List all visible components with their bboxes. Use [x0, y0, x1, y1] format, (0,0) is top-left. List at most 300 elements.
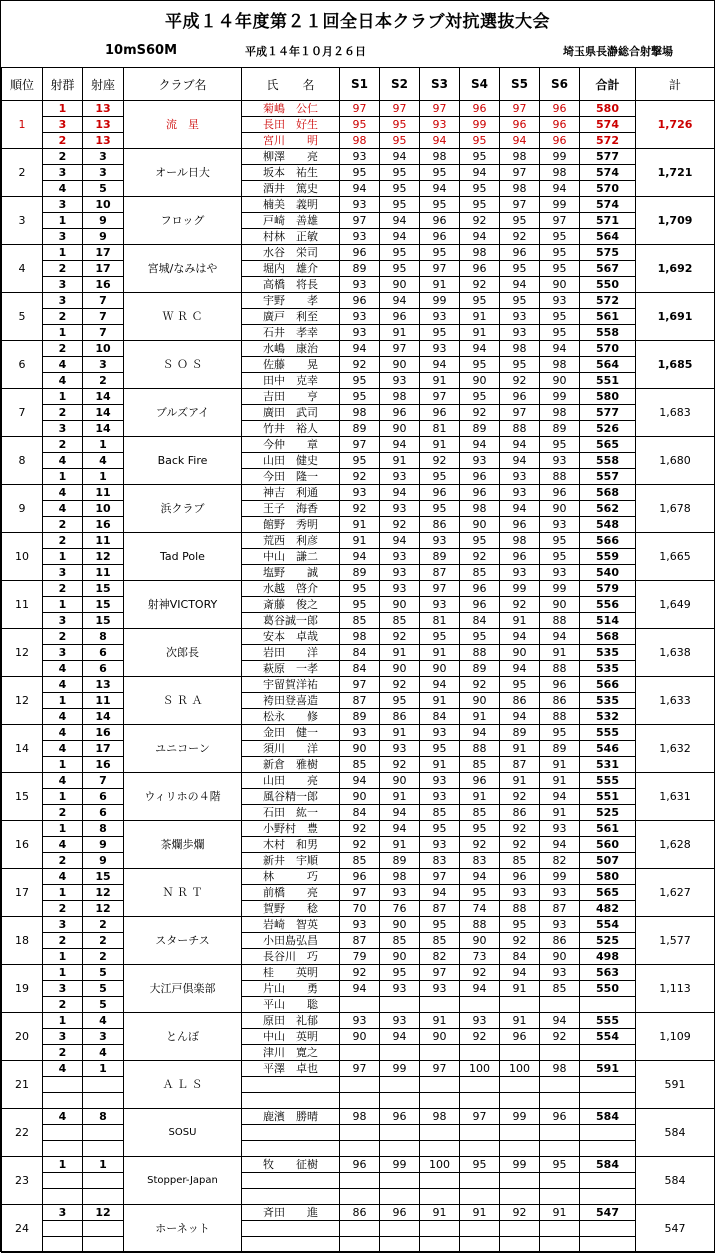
table-row [2, 293, 715, 309]
series-score-cell [380, 1077, 420, 1093]
series-score-cell: 86 [500, 805, 540, 821]
series-score-cell: 95 [540, 533, 580, 549]
subtotal-cell: 558 [580, 325, 636, 341]
position-cell: 13 [83, 117, 124, 133]
table-row [2, 1205, 715, 1221]
series-score-cell: 90 [540, 597, 580, 613]
table-row [2, 597, 715, 613]
series-score-cell: 97 [420, 1061, 460, 1077]
series-score-cell: 94 [540, 341, 580, 357]
rank-cell: 2 [2, 149, 43, 197]
series-score-cell: 93 [540, 917, 580, 933]
group-cell: 3 [43, 229, 83, 245]
series-score-cell: 94 [500, 437, 540, 453]
series-score-cell: 95 [420, 245, 460, 261]
series-score-cell: 94 [340, 549, 380, 565]
series-score-cell: 97 [340, 1061, 380, 1077]
series-score-cell: 96 [380, 405, 420, 421]
series-score-cell: 94 [460, 869, 500, 885]
rank-cell: 12 [2, 677, 43, 725]
series-score-cell: 93 [380, 469, 420, 485]
series-score-cell [340, 1045, 380, 1061]
series-score-cell: 96 [420, 485, 460, 501]
series-score-cell: 93 [420, 341, 460, 357]
table-row [2, 197, 715, 213]
table-row [2, 885, 715, 901]
series-score-cell: 94 [460, 341, 500, 357]
group-cell: 1 [43, 213, 83, 229]
header-name: 氏 名 [242, 68, 340, 101]
subtotal-cell: 580 [580, 869, 636, 885]
series-score-cell: 94 [420, 677, 460, 693]
series-score-cell: 93 [340, 149, 380, 165]
table-row [2, 981, 715, 997]
subtotal-cell [580, 1173, 636, 1189]
series-score-cell: 92 [460, 837, 500, 853]
shooter-name-cell: 水嶋 康治 [242, 341, 340, 357]
subtotal-cell: 574 [580, 117, 636, 133]
series-score-cell: 76 [380, 901, 420, 917]
subtotal-cell: 567 [580, 261, 636, 277]
series-score-cell: 95 [500, 357, 540, 373]
subtotal-cell: 555 [580, 725, 636, 741]
series-score-cell: 92 [500, 933, 540, 949]
series-score-cell [460, 1189, 500, 1205]
shooter-name-cell: 松永 修 [242, 709, 340, 725]
series-score-cell: 90 [380, 773, 420, 789]
shooter-name-cell: 宇留賀洋祐 [242, 677, 340, 693]
table-row [2, 1077, 715, 1093]
position-cell: 12 [83, 1205, 124, 1221]
group-cell: 3 [43, 165, 83, 181]
group-cell: 1 [43, 757, 83, 773]
group-cell: 2 [43, 533, 83, 549]
series-score-cell: 93 [540, 517, 580, 533]
series-score-cell [540, 1141, 580, 1157]
series-score-cell: 85 [380, 613, 420, 629]
series-score-cell: 91 [500, 1013, 540, 1029]
series-score-cell: 93 [380, 549, 420, 565]
series-score-cell: 96 [460, 581, 500, 597]
series-score-cell: 94 [500, 133, 540, 149]
subtotal-cell [580, 1237, 636, 1253]
series-score-cell: 97 [420, 261, 460, 277]
position-cell: 14 [83, 405, 124, 421]
series-score-cell: 97 [420, 965, 460, 981]
header-group: 射群 [43, 68, 83, 101]
subtotal-cell [580, 1045, 636, 1061]
series-score-cell: 90 [380, 917, 420, 933]
series-score-cell: 96 [460, 469, 500, 485]
series-score-cell: 96 [340, 245, 380, 261]
team-total-cell: 584 [636, 1157, 715, 1205]
subtotal-cell: 574 [580, 197, 636, 213]
series-score-cell: 90 [340, 1029, 380, 1045]
series-score-cell: 91 [420, 373, 460, 389]
series-score-cell: 89 [540, 741, 580, 757]
series-score-cell: 91 [340, 533, 380, 549]
group-cell: 4 [43, 773, 83, 789]
group-cell: 1 [43, 885, 83, 901]
series-score-cell [420, 1045, 460, 1061]
series-score-cell: 97 [420, 101, 460, 117]
series-score-cell: 91 [420, 1013, 460, 1029]
shooter-name-cell: 小田島弘昌 [242, 933, 340, 949]
group-cell: 3 [43, 293, 83, 309]
series-score-cell [540, 1093, 580, 1109]
series-score-cell: 94 [540, 629, 580, 645]
position-cell: 4 [83, 453, 124, 469]
table-row [2, 789, 715, 805]
series-score-cell: 99 [540, 581, 580, 597]
series-score-cell: 95 [340, 389, 380, 405]
club-name-cell: 次郎長 [124, 629, 242, 677]
rank-cell: 16 [2, 821, 43, 869]
series-score-cell: 99 [380, 1061, 420, 1077]
series-score-cell: 97 [380, 341, 420, 357]
subtotal-cell: 555 [580, 773, 636, 789]
shooter-name-cell [242, 1125, 340, 1141]
group-cell: 2 [43, 437, 83, 453]
series-score-cell: 98 [500, 181, 540, 197]
group-cell: 4 [43, 485, 83, 501]
series-score-cell: 99 [460, 117, 500, 133]
series-score-cell: 90 [380, 357, 420, 373]
series-score-cell [540, 1173, 580, 1189]
series-score-cell: 94 [380, 533, 420, 549]
subtotal-cell: 580 [580, 101, 636, 117]
series-score-cell: 92 [380, 757, 420, 773]
series-score-cell [540, 1189, 580, 1205]
subtotal-cell: 579 [580, 581, 636, 597]
group-cell: 1 [43, 101, 83, 117]
team-total-cell: 1,685 [636, 341, 715, 389]
group-cell: 4 [43, 1061, 83, 1077]
subtotal-cell [580, 997, 636, 1013]
series-score-cell [540, 1045, 580, 1061]
table-row [2, 613, 715, 629]
position-cell: 13 [83, 133, 124, 149]
group-cell: 1 [43, 597, 83, 613]
series-score-cell: 99 [540, 869, 580, 885]
series-score-cell: 96 [460, 773, 500, 789]
position-cell: 16 [83, 725, 124, 741]
club-name-cell: ユニコーン [124, 725, 242, 773]
series-score-cell: 95 [380, 165, 420, 181]
group-cell: 4 [43, 453, 83, 469]
series-score-cell: 98 [500, 533, 540, 549]
table-row [2, 421, 715, 437]
shooter-name-cell: 平澤 卓也 [242, 1061, 340, 1077]
table-row [2, 213, 715, 229]
rank-cell: 1 [2, 101, 43, 149]
table-row [2, 149, 715, 165]
group-cell: 4 [43, 373, 83, 389]
position-cell: 2 [83, 917, 124, 933]
group-cell [43, 1141, 83, 1157]
rank-cell: 12 [2, 629, 43, 677]
shooter-name-cell: 石田 紘一 [242, 805, 340, 821]
group-cell: 1 [43, 965, 83, 981]
club-name-cell: Ｗ Ｒ Ｃ [124, 293, 242, 341]
series-score-cell: 95 [420, 501, 460, 517]
club-name-cell: スターチス [124, 917, 242, 965]
club-name-cell: フロッグ [124, 197, 242, 245]
series-score-cell: 93 [460, 453, 500, 469]
series-score-cell [420, 1141, 460, 1157]
table-row [2, 437, 715, 453]
group-cell: 3 [43, 197, 83, 213]
series-score-cell: 84 [340, 805, 380, 821]
team-total-cell: 1,678 [636, 485, 715, 533]
shooter-name-cell: 林 巧 [242, 869, 340, 885]
shooter-name-cell: 葛谷誠一郎 [242, 613, 340, 629]
position-cell: 13 [83, 677, 124, 693]
team-total-cell: 1,709 [636, 197, 715, 245]
header-club: クラブ名 [124, 68, 242, 101]
series-score-cell: 86 [540, 933, 580, 949]
series-score-cell: 98 [540, 1061, 580, 1077]
series-score-cell: 95 [420, 469, 460, 485]
team-total-cell: 1,628 [636, 821, 715, 869]
table-row [2, 581, 715, 597]
series-score-cell: 89 [500, 725, 540, 741]
shooter-name-cell: 楠美 義明 [242, 197, 340, 213]
position-cell [83, 1189, 124, 1205]
shooter-name-cell: 山田 亮 [242, 773, 340, 789]
series-score-cell: 96 [500, 389, 540, 405]
position-cell: 12 [83, 549, 124, 565]
series-score-cell: 95 [460, 821, 500, 837]
shooter-name-cell: 坂本 祐生 [242, 165, 340, 181]
series-score-cell: 99 [500, 581, 540, 597]
shooter-name-cell: 風谷精一郎 [242, 789, 340, 805]
series-score-cell: 98 [340, 1109, 380, 1125]
shooter-name-cell: 廣田 武司 [242, 405, 340, 421]
rank-cell: 24 [2, 1205, 43, 1253]
group-cell: 4 [43, 661, 83, 677]
series-score-cell: 86 [540, 693, 580, 709]
group-cell: 1 [43, 949, 83, 965]
series-score-cell: 85 [500, 853, 540, 869]
subtotal-cell: 547 [580, 1205, 636, 1221]
series-score-cell [340, 1221, 380, 1237]
header-s3: S3 [420, 68, 460, 101]
series-score-cell: 87 [500, 757, 540, 773]
group-cell: 2 [43, 309, 83, 325]
series-score-cell: 91 [380, 325, 420, 341]
series-score-cell: 92 [500, 373, 540, 389]
table-row [2, 933, 715, 949]
header-s4: S4 [460, 68, 500, 101]
team-total-cell: 1,638 [636, 629, 715, 677]
series-score-cell: 94 [460, 981, 500, 997]
rank-cell: 4 [2, 245, 43, 293]
shooter-name-cell: 斎藤 俊之 [242, 597, 340, 613]
results-table [1, 67, 715, 1253]
position-cell: 6 [83, 805, 124, 821]
series-score-cell: 95 [380, 965, 420, 981]
subtotal-cell: 584 [580, 1157, 636, 1173]
shooter-name-cell: 戸崎 善雄 [242, 213, 340, 229]
shooter-name-cell [242, 1221, 340, 1237]
series-score-cell: 95 [540, 549, 580, 565]
series-score-cell: 93 [380, 581, 420, 597]
team-total-cell: 1,726 [636, 101, 715, 149]
subtotal-cell: 498 [580, 949, 636, 965]
rank-cell: 11 [2, 581, 43, 629]
series-score-cell: 93 [500, 885, 540, 901]
table-row [2, 805, 715, 821]
club-name-cell: Ｎ Ｒ Ｔ [124, 869, 242, 917]
series-score-cell: 94 [380, 437, 420, 453]
position-cell: 14 [83, 421, 124, 437]
table-row [2, 837, 715, 853]
series-score-cell: 98 [460, 501, 500, 517]
team-total-cell: 1,633 [636, 677, 715, 725]
table-row [2, 133, 715, 149]
group-cell: 3 [43, 613, 83, 629]
series-score-cell: 94 [420, 357, 460, 373]
series-score-cell: 93 [340, 197, 380, 213]
series-score-cell: 84 [340, 645, 380, 661]
series-score-cell: 96 [460, 597, 500, 613]
table-row [2, 309, 715, 325]
series-score-cell: 98 [340, 629, 380, 645]
position-cell: 2 [83, 933, 124, 949]
page-title: 平成１４年度第２１回全日本クラブ対抗選抜大会 [165, 12, 550, 32]
table-row [2, 949, 715, 965]
group-cell: 1 [43, 325, 83, 341]
subtotal-cell: 561 [580, 309, 636, 325]
subtotal-cell: 570 [580, 181, 636, 197]
series-score-cell [540, 1125, 580, 1141]
table-row [2, 245, 715, 261]
series-score-cell: 95 [460, 1157, 500, 1173]
header-s6: S6 [540, 68, 580, 101]
series-score-cell: 100 [500, 1061, 540, 1077]
rank-cell: 17 [2, 869, 43, 917]
series-score-cell: 93 [500, 309, 540, 325]
group-cell: 1 [43, 469, 83, 485]
series-score-cell: 95 [380, 261, 420, 277]
series-score-cell: 95 [420, 325, 460, 341]
series-score-cell: 70 [340, 901, 380, 917]
shooter-name-cell: 萩原 一孝 [242, 661, 340, 677]
series-score-cell [500, 1077, 540, 1093]
series-score-cell: 92 [500, 229, 540, 245]
club-name-cell: 宮城/なみはや [124, 245, 242, 293]
series-score-cell: 95 [380, 245, 420, 261]
shooter-name-cell [242, 1189, 340, 1205]
group-cell: 2 [43, 805, 83, 821]
series-score-cell: 93 [540, 965, 580, 981]
series-score-cell: 96 [380, 1109, 420, 1125]
table-row [2, 501, 715, 517]
subtotal-cell: 565 [580, 885, 636, 901]
series-score-cell: 94 [540, 789, 580, 805]
series-score-cell [380, 1125, 420, 1141]
group-cell: 2 [43, 901, 83, 917]
subtotal-cell: 584 [580, 1109, 636, 1125]
series-score-cell: 96 [420, 213, 460, 229]
series-score-cell: 94 [340, 181, 380, 197]
rank-cell: 20 [2, 1013, 43, 1061]
series-score-cell [460, 1141, 500, 1157]
series-score-cell [420, 1237, 460, 1253]
table-row [2, 917, 715, 933]
series-score-cell: 93 [500, 485, 540, 501]
series-score-cell: 95 [340, 581, 380, 597]
group-cell: 4 [43, 181, 83, 197]
series-score-cell: 100 [420, 1157, 460, 1173]
group-cell: 3 [43, 565, 83, 581]
series-score-cell: 93 [340, 309, 380, 325]
club-name-cell: オール日大 [124, 149, 242, 197]
series-score-cell: 99 [380, 1157, 420, 1173]
club-name-cell: Back Fire [124, 437, 242, 485]
group-cell: 2 [43, 853, 83, 869]
series-score-cell: 96 [420, 405, 460, 421]
position-cell: 11 [83, 533, 124, 549]
series-score-cell: 94 [380, 1029, 420, 1045]
series-score-cell: 94 [340, 341, 380, 357]
group-cell [43, 1125, 83, 1141]
series-score-cell: 94 [380, 213, 420, 229]
series-score-cell: 93 [380, 1013, 420, 1029]
series-score-cell: 85 [420, 805, 460, 821]
table-row [2, 453, 715, 469]
series-score-cell [420, 1125, 460, 1141]
table-row [2, 693, 715, 709]
group-cell: 3 [43, 421, 83, 437]
position-cell: 16 [83, 517, 124, 533]
series-score-cell: 95 [420, 821, 460, 837]
position-cell [83, 1141, 124, 1157]
subtotal-cell: 535 [580, 693, 636, 709]
subtotal-cell: 482 [580, 901, 636, 917]
shooter-name-cell: 片山 勇 [242, 981, 340, 997]
group-cell: 3 [43, 277, 83, 293]
series-score-cell: 96 [500, 117, 540, 133]
club-name-cell: ウィリホの４階 [124, 773, 242, 821]
header-rank: 順位 [2, 68, 43, 101]
series-score-cell: 97 [340, 213, 380, 229]
series-score-cell: 85 [340, 613, 380, 629]
subtotal-cell: 532 [580, 709, 636, 725]
series-score-cell [540, 1077, 580, 1093]
series-score-cell: 94 [380, 821, 420, 837]
series-score-cell: 93 [380, 373, 420, 389]
group-cell: 3 [43, 1205, 83, 1221]
table-row [2, 565, 715, 581]
series-score-cell: 92 [460, 677, 500, 693]
series-score-cell: 95 [460, 533, 500, 549]
series-score-cell: 93 [540, 821, 580, 837]
group-cell: 1 [43, 1013, 83, 1029]
position-cell: 6 [83, 645, 124, 661]
series-score-cell: 86 [500, 693, 540, 709]
series-score-cell: 87 [340, 933, 380, 949]
series-score-cell: 91 [460, 709, 500, 725]
group-cell: 1 [43, 693, 83, 709]
series-score-cell: 90 [460, 373, 500, 389]
series-score-cell: 90 [340, 789, 380, 805]
shooter-name-cell [242, 1077, 340, 1093]
series-score-cell: 90 [540, 501, 580, 517]
rank-cell: 3 [2, 197, 43, 245]
series-score-cell: 95 [380, 117, 420, 133]
